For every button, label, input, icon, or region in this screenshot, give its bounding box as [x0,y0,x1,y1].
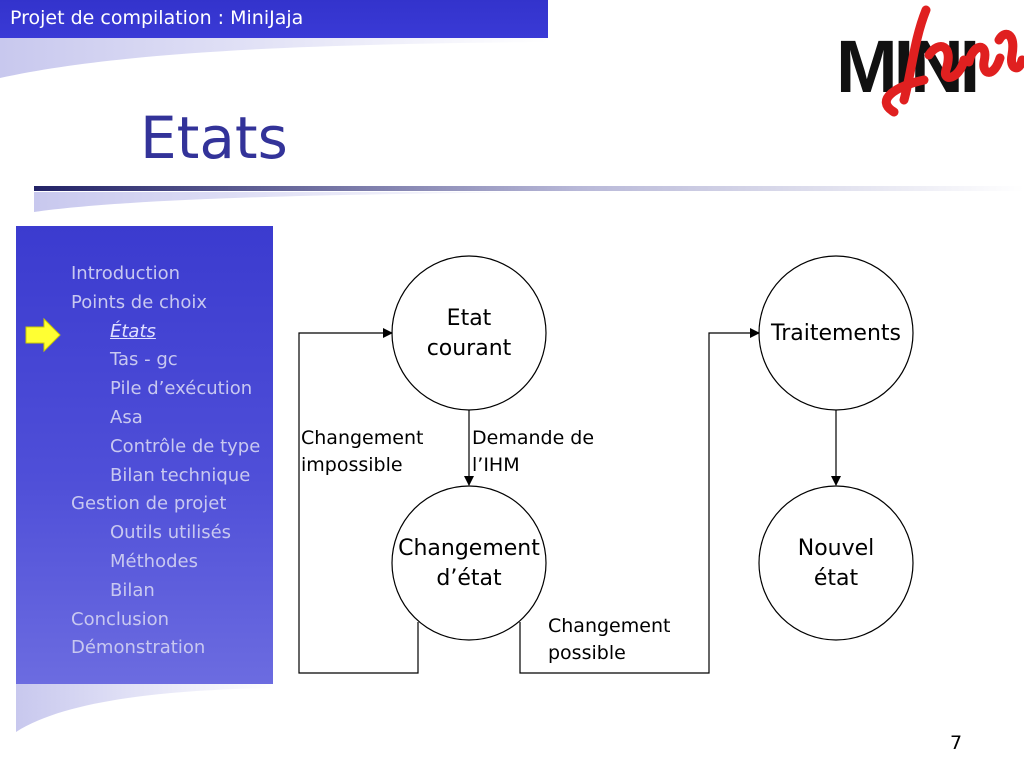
edge-label-changement-possible: Changement possible [548,615,671,664]
sidebar-item-asa[interactable]: Asa [110,406,143,428]
node-label-etat-courant: Etat courant [426,306,512,361]
sidebar-item-points-de-choix[interactable]: Points de choix [71,291,207,313]
sidebar-item-conclusion[interactable]: Conclusion [71,608,170,630]
sidebar-item-bilan[interactable]: Bilan [110,579,155,601]
edge-label-demande-ihm: Demande de l’IHM [472,427,595,476]
sidebar-item-pile-execution[interactable]: Pile d’exécution [110,378,253,400]
page-number: 7 [950,732,963,754]
sidebar-item-demonstration[interactable]: Démonstration [71,637,206,659]
edge-label-changement-impossible: Changement impossible [301,427,424,476]
node-label-traitements: Traitements [770,321,901,346]
sidebar-item-outils-utilises[interactable]: Outils utilisés [110,522,232,544]
sidebar-item-controle-de-type[interactable]: Contrôle de type [110,435,261,457]
sidebar-item-gestion-de-projet[interactable]: Gestion de projet [71,493,227,515]
edge-changement-impossible [299,333,418,673]
header-title: Projet de compilation : MiniJaja [10,7,304,29]
slide-title: Etats [140,104,288,172]
svg-text:MINI: MINI [836,25,977,108]
sidebar-item-methodes[interactable]: Méthodes [110,550,198,572]
sidebar-item-bilan-technique[interactable]: Bilan technique [110,464,251,486]
node-label-changement-etat: Changement d’état [398,536,540,591]
node-label-nouvel-etat: Nouvel état [797,536,875,591]
sidebar-item-tas-gc[interactable]: Tas - gc [110,349,178,371]
sidebar-item-introduction[interactable]: Introduction [71,263,181,284]
sidebar-item-etats[interactable]: États [110,320,156,342]
